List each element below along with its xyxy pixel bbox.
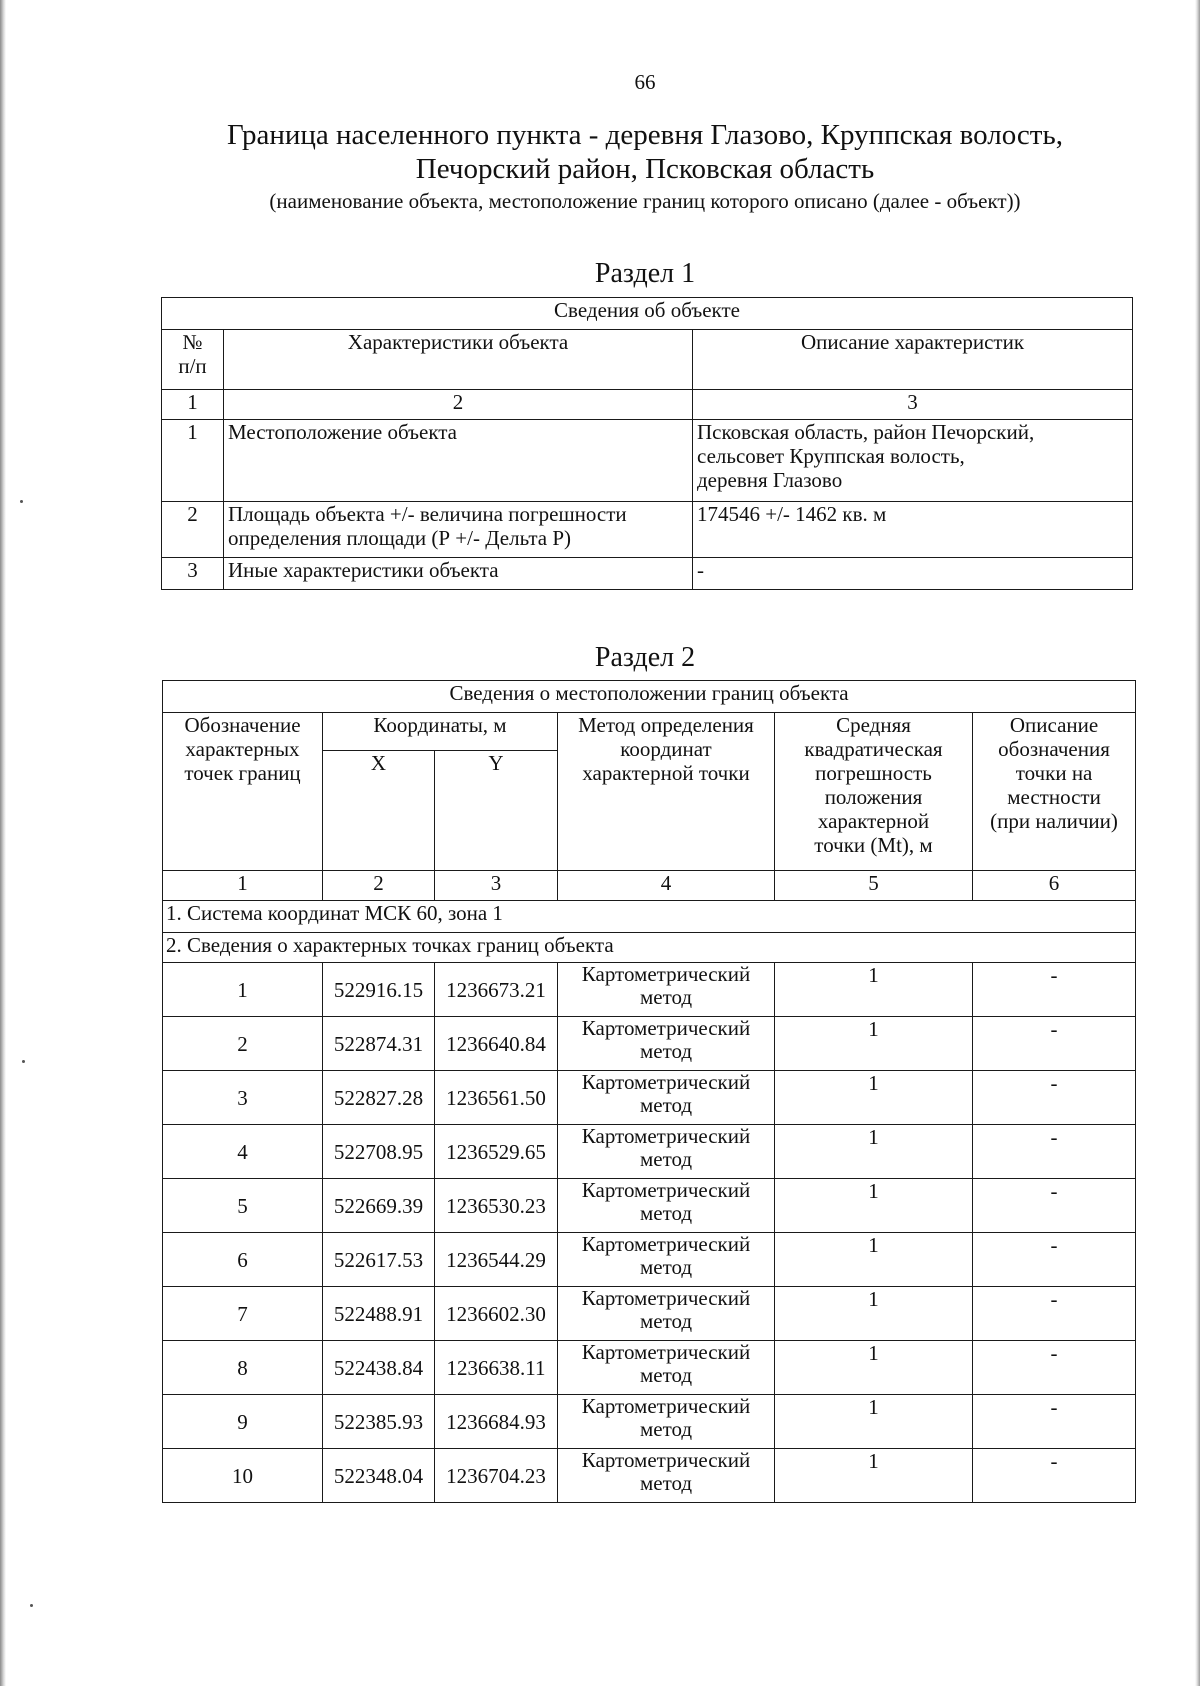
method-cell: Картометрический метод <box>558 963 775 1017</box>
method-cell: Картометрический метод <box>558 1125 775 1179</box>
description-cell: 174546 +/- 1462 кв. м <box>693 502 1133 558</box>
document-title-line2: Печорский район, Псковская область <box>415 153 875 185</box>
point-designation-cell: 6 <box>163 1233 323 1287</box>
point-description-cell: - <box>973 1341 1136 1395</box>
boundary-point-row <box>163 1287 1136 1341</box>
method-cell: Картометрический метод <box>558 1179 775 1233</box>
header-row-number: № п/п <box>162 330 224 390</box>
boundary-point-row <box>163 1125 1136 1179</box>
document-title-block <box>150 118 1140 214</box>
document-title-line1: Граница населенного пункта - деревня Глазово, Круппская волость, <box>227 119 1063 151</box>
method-cell: Картометрический метод <box>558 1233 775 1287</box>
x-coordinate-cell: 522348.04 <box>323 1449 435 1503</box>
object-info-caption: Сведения об объекте <box>162 298 1133 330</box>
boundary-points-table <box>162 680 1136 1503</box>
column-number: 6 <box>973 871 1136 901</box>
y-coordinate-cell: 1236602.30 <box>435 1287 558 1341</box>
section2-heading: Раздел 2 <box>594 642 696 673</box>
column-number: 5 <box>775 871 973 901</box>
page-number: 66 <box>634 70 656 94</box>
x-coordinate-cell: 522385.93 <box>323 1395 435 1449</box>
point-description-cell: - <box>973 963 1136 1017</box>
method-cell: Картометрический метод <box>558 1449 775 1503</box>
point-description-cell: - <box>973 1233 1136 1287</box>
accuracy-cell: 1 <box>775 963 973 1017</box>
characteristic-cell: Местоположение объекта <box>224 420 693 502</box>
x-coordinate-cell: 522916.15 <box>323 963 435 1017</box>
point-description-cell: - <box>973 1071 1136 1125</box>
description-cell: Псковская область, район Печорский, сельсовет Круппская волость, деревня Глазово <box>693 420 1133 502</box>
boundary-point-row <box>163 1395 1136 1449</box>
header-point-designation: Обозначение характерных точек границ <box>163 713 323 871</box>
header-coordinates: Координаты, м <box>323 713 558 751</box>
header-description: Описание характеристик <box>693 330 1133 390</box>
y-coordinate-cell: 1236704.23 <box>435 1449 558 1503</box>
characteristic-cell: Площадь объекта +/- величина погрешности определения площади (Р +/- Дельта Р) <box>224 502 693 558</box>
accuracy-cell: 1 <box>775 1287 973 1341</box>
coordinate-system-row: 1. Система координат МСК 60, зона 1 <box>163 901 1136 933</box>
scan-edge-right <box>1195 0 1200 1686</box>
accuracy-cell: 1 <box>775 1071 973 1125</box>
point-description-cell: - <box>973 1449 1136 1503</box>
point-description-cell: - <box>973 1179 1136 1233</box>
row-number: 3 <box>162 558 224 590</box>
row-number: 1 <box>162 420 224 502</box>
y-coordinate-cell: 1236640.84 <box>435 1017 558 1071</box>
x-coordinate-cell: 522488.91 <box>323 1287 435 1341</box>
method-cell: Картометрический метод <box>558 1071 775 1125</box>
scan-speck <box>22 1060 25 1063</box>
header-x: X <box>323 751 435 871</box>
x-coordinate-cell: 522438.84 <box>323 1341 435 1395</box>
point-designation-cell: 10 <box>163 1449 323 1503</box>
scan-edge-left <box>0 0 6 1686</box>
boundary-point-row <box>163 1233 1136 1287</box>
point-designation-cell: 9 <box>163 1395 323 1449</box>
column-number: 2 <box>323 871 435 901</box>
header-method: Метод определения координат характерной точки <box>558 713 775 871</box>
x-coordinate-cell: 522708.95 <box>323 1125 435 1179</box>
boundary-point-row <box>163 963 1136 1017</box>
boundary-point-row <box>163 1017 1136 1071</box>
method-cell: Картометрический метод <box>558 1341 775 1395</box>
point-designation-cell: 2 <box>163 1017 323 1071</box>
point-description-cell: - <box>973 1017 1136 1071</box>
accuracy-cell: 1 <box>775 1179 973 1233</box>
point-designation-cell: 3 <box>163 1071 323 1125</box>
x-coordinate-cell: 522874.31 <box>323 1017 435 1071</box>
y-coordinate-cell: 1236673.21 <box>435 963 558 1017</box>
y-coordinate-cell: 1236544.29 <box>435 1233 558 1287</box>
accuracy-cell: 1 <box>775 1233 973 1287</box>
object-info-table <box>161 297 1133 590</box>
x-coordinate-cell: 522827.28 <box>323 1071 435 1125</box>
accuracy-cell: 1 <box>775 1449 973 1503</box>
y-coordinate-cell: 1236684.93 <box>435 1395 558 1449</box>
x-coordinate-cell: 522617.53 <box>323 1233 435 1287</box>
point-description-cell: - <box>973 1395 1136 1449</box>
method-cell: Картометрический метод <box>558 1017 775 1071</box>
column-number: 1 <box>162 390 224 420</box>
point-designation-cell: 1 <box>163 963 323 1017</box>
x-coordinate-cell: 522669.39 <box>323 1179 435 1233</box>
description-cell: - <box>693 558 1133 590</box>
header-point-description: Описание обозначения точки на местности (при наличии) <box>973 713 1136 871</box>
column-number: 3 <box>435 871 558 901</box>
boundary-point-row <box>163 1449 1136 1503</box>
header-y: Y <box>435 751 558 871</box>
points-table-body <box>163 963 1136 1503</box>
y-coordinate-cell: 1236530.23 <box>435 1179 558 1233</box>
point-designation-cell: 5 <box>163 1179 323 1233</box>
column-number: 3 <box>693 390 1133 420</box>
points-caption-row: 2. Сведения о характерных точках границ объекта <box>163 933 1136 963</box>
y-coordinate-cell: 1236561.50 <box>435 1071 558 1125</box>
boundary-point-row <box>163 1341 1136 1395</box>
point-designation-cell: 8 <box>163 1341 323 1395</box>
column-number: 4 <box>558 871 775 901</box>
column-number: 1 <box>163 871 323 901</box>
column-number: 2 <box>224 390 693 420</box>
point-designation-cell: 7 <box>163 1287 323 1341</box>
point-description-cell: - <box>973 1287 1136 1341</box>
accuracy-cell: 1 <box>775 1341 973 1395</box>
row-number: 2 <box>162 502 224 558</box>
scan-speck <box>20 500 23 503</box>
section1-heading: Раздел 1 <box>594 258 696 289</box>
accuracy-cell: 1 <box>775 1125 973 1179</box>
method-cell: Картометрический метод <box>558 1287 775 1341</box>
header-characteristic: Характеристики объекта <box>224 330 693 390</box>
boundary-info-caption: Сведения о местоположении границ объекта <box>163 681 1136 713</box>
accuracy-cell: 1 <box>775 1395 973 1449</box>
document-title-note: (наименование объекта, местоположение границ которого описано (далее - объект)) <box>269 189 1021 213</box>
header-accuracy: Средняя квадратическая погрешность положения характерной точки (Mt), м <box>775 713 973 871</box>
point-description-cell: - <box>973 1125 1136 1179</box>
boundary-point-row <box>163 1179 1136 1233</box>
method-cell: Картометрический метод <box>558 1395 775 1449</box>
accuracy-cell: 1 <box>775 1017 973 1071</box>
y-coordinate-cell: 1236638.11 <box>435 1341 558 1395</box>
boundary-point-row <box>163 1071 1136 1125</box>
characteristic-cell: Иные характеристики объекта <box>224 558 693 590</box>
scan-speck <box>30 1604 33 1607</box>
point-designation-cell: 4 <box>163 1125 323 1179</box>
y-coordinate-cell: 1236529.65 <box>435 1125 558 1179</box>
